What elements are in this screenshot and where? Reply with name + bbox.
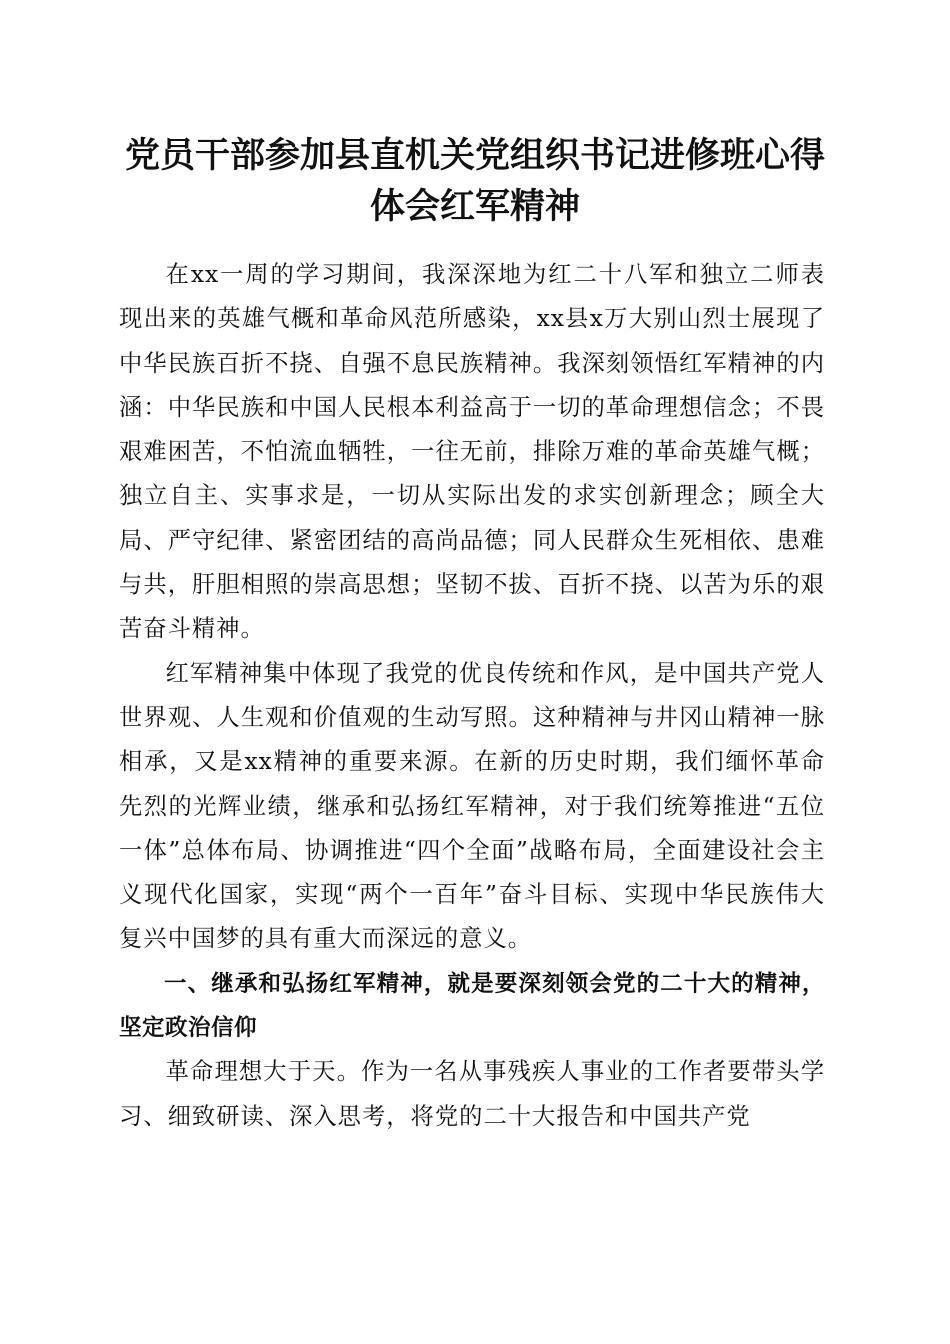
- section-heading-1: 一、继承和弘扬红军精神，就是要深刻领会党的二十大的精神，坚定政治信仰: [119, 970, 825, 1042]
- title-line-2: 体会红军精神: [369, 186, 580, 227]
- paragraph-2: 红军精神集中体现了我党的优良传统和作风，是中国共产党人世界观、人生观和价值观的生动写照。这种精神与井冈山精神一脉相承，又是xx精神的重要来源。在新的历史时期，我们缅怀革命先烈的光辉业绩，继承和弘扬红军精神，对于我们统筹推进“五位一体”总体布局、协调推进“四个全面”战略布局，全面建设社会主义现代化国家，实现“两个一百年”奋斗目标、实现中华民族伟大复兴中国梦的具有重大而深远的意义。: [119, 659, 825, 953]
- paragraph-3: 革命理想大于天。作为一名从事残疾人事业的工作者要带头学习、细致研读、深入思考，将党的二十大报告和中国共产党: [119, 1058, 825, 1130]
- document-title: [110, 130, 840, 232]
- title-line-1: 党员干部参加县直机关党组织书记进修班心得: [124, 135, 825, 176]
- paragraph-1: 在xx一周的学习期间，我深深地为红二十八军和独立二师表现出来的英雄气概和革命风范所感染，xx县x万大别山烈士展现了中华民族百折不挠、自强不息民族精神。我深刻领悟红军精神的内涵：中华民族和中国人民根本利益高于一切的革命理想信念；不畏艰难困苦，不怕流血牺牲，一往无前，排除万难的革命英雄气概；独立自主、实事求是，一切从实际出发的求实创新理念；顾全大局、严守纪律、紧密团结的高尚品德；同人民群众生死相依、患难与共，肝胆相照的崇高思想；坚韧不拔、百折不挠、以苦为乐的艰苦奋斗精神。: [119, 261, 825, 643]
- document-body: [119, 253, 825, 1139]
